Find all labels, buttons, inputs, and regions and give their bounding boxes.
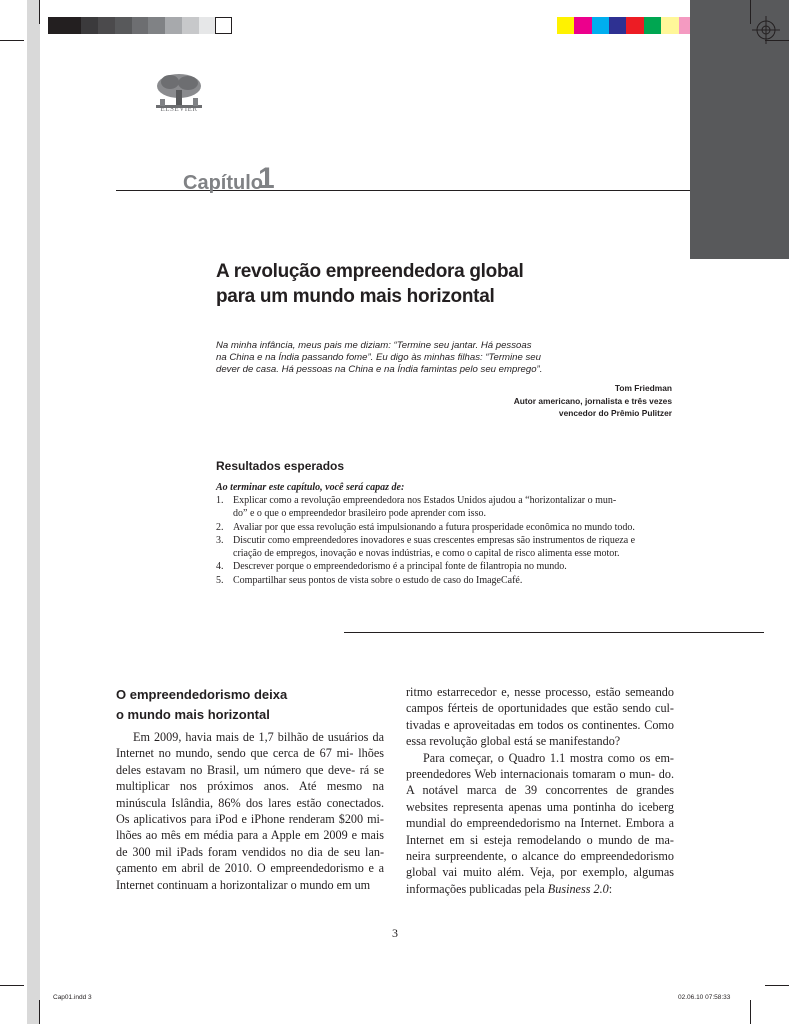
text-line-last <box>406 882 612 896</box>
calibration-swatch <box>661 17 678 34</box>
results-heading: Resultados esperados <box>216 459 345 473</box>
text-line: rá se multiplicar nos próximos anos. Até mesmo na <box>116 762 384 794</box>
calibration-swatch <box>48 17 65 34</box>
footer-filename: Cap01.indd 3 <box>53 994 92 1001</box>
calibration-swatch <box>165 17 182 34</box>
item-number: 1. <box>216 495 224 506</box>
epigraph-quote <box>216 340 596 376</box>
quote-role-line: Autor americano, jornalista e três vezes <box>513 395 672 406</box>
paragraph <box>116 729 384 893</box>
text-line: Internet continuam a horizontalizar o mundo em um <box>116 877 371 892</box>
calibration-swatch <box>148 17 165 34</box>
calibration-swatch <box>182 17 199 34</box>
registration-mark <box>752 16 780 44</box>
calibration-swatch <box>199 17 216 34</box>
left-margin-band <box>27 0 40 1024</box>
logo-wordmark: ELSEVIER <box>160 105 198 113</box>
body-column-right <box>406 684 674 897</box>
calibration-swatch <box>557 17 574 34</box>
calibration-swatch <box>115 17 132 34</box>
chapter-number: 1 <box>258 162 275 195</box>
text-line: ritmo estarrecedor e, nesse processo, estão semeando <box>406 685 674 699</box>
text-line: çamento em abril de 2010. O empreendedorismo e a <box>116 861 384 876</box>
calibration-swatch <box>592 17 609 34</box>
item-line: Descrever porque o empreendedorismo é a principal fonte de filantropia no mundo. <box>233 561 567 573</box>
crop-mark <box>39 1000 40 1024</box>
item-number: 2. <box>216 521 224 533</box>
list-item <box>216 574 676 587</box>
text-line: tivadas e aproveitadas em todos os continentes. Como <box>406 717 674 732</box>
footer-timestamp: 02.06.10 07:58:33 <box>678 994 731 1001</box>
item-line: criação de empregos, inovação e novas indústrias, e como o capital de risco alimenta esse motor. <box>233 548 620 560</box>
crop-mark <box>750 0 751 24</box>
item-number: 3. <box>216 534 224 546</box>
calibration-swatch <box>98 17 115 34</box>
item-line: do” e o que o empreendedor brasileiro pode aprender com isso. <box>233 508 486 520</box>
calibration-swatch <box>626 17 643 34</box>
paragraph <box>406 750 674 898</box>
crop-mark <box>765 985 789 986</box>
item-number: 5. <box>216 574 224 586</box>
section-heading <box>116 685 396 725</box>
calibration-swatch <box>215 17 232 34</box>
text-line: campos férteis de oportunidades que estão sendo cul- <box>406 701 674 716</box>
calibration-swatch <box>81 17 98 34</box>
results-intro: Ao terminar este capítulo, você será capaz de: <box>216 482 405 493</box>
section-heading-line: O empreendedorismo deixa <box>116 687 288 702</box>
chapter-label: Capítulo <box>183 172 263 194</box>
publication-name: Business 2.0 <box>547 881 609 896</box>
item-line: Compartilhar seus pontos de vista sobre o estudo de caso do ImageCafé. <box>233 574 523 586</box>
page-number: 3 <box>392 926 398 940</box>
item-number: 4. <box>216 561 224 573</box>
quote-line: Na minha infância, meus pais me diziam: “Termine seu jantar. Há pessoas <box>216 340 532 351</box>
text-line: global vai muito além. Veja, por exemplo, algumas <box>406 865 674 880</box>
paragraph <box>406 684 674 750</box>
crop-mark <box>750 1000 751 1024</box>
text-line: Os aplicativos para iPod e iPhone renderam $200 mi- <box>116 812 384 827</box>
section-divider <box>344 632 764 633</box>
text-fragment: informações publicadas pela <box>406 881 548 896</box>
text-line: lhões ao mês em média para a Apple em 2009 e mais <box>116 828 384 843</box>
chapter-title-line: para um mundo mais horizontal <box>216 286 495 307</box>
text-line: websites representa apenas uma pontinha do iceberg <box>406 799 674 814</box>
calibration-swatch <box>574 17 591 34</box>
quote-line: na China e na Índia passando fome”. Eu digo às minhas filhas: “Termine seu <box>216 352 541 363</box>
text-line: neira surpreendente, o alcance do empreendedorismo <box>406 849 674 864</box>
text-line: do. A notável marca de 39 concorrentes de grandes <box>406 767 674 798</box>
calibration-swatch <box>609 17 626 34</box>
list-item <box>216 494 676 521</box>
chapter-title <box>216 259 666 309</box>
body-column-left <box>116 729 384 893</box>
text-line: Em 2009, havia mais de 1,7 bilhão de usuários <box>133 730 373 744</box>
quote-attribution <box>430 382 672 420</box>
quote-line: dever de casa. Há pessoas na China e na Índia famintas pelo seu emprego”. <box>216 364 543 375</box>
list-item <box>216 560 676 573</box>
text-line: minúscula Islândia, 86% dos lares estão conectados. <box>116 795 384 810</box>
item-line: Avaliar por que essa revolução está impulsionando a futura prosperidade econômica no mundo todo. <box>233 521 635 533</box>
section-heading-line: o mundo mais horizontal <box>116 707 270 722</box>
quote-author: Tom Friedman <box>614 383 672 393</box>
text-line: de 300 mil iPads foram vendidos no dia de seu lan- <box>116 844 384 859</box>
grayscale-calibration-bar <box>48 17 232 34</box>
text-line: a Internet em si esteja remodelando o mundo de ma- <box>406 816 674 847</box>
item-line: Explicar como a revolução empreendedora nos Estados Unidos ajudou a “horizontalizar o mun- <box>233 495 617 506</box>
list-item <box>216 521 676 534</box>
text-line: preendedores Web internacionais tomaram o mun- <box>406 767 659 782</box>
crop-mark <box>0 985 24 986</box>
chapter-title-line: A revolução empreendedora global <box>216 261 524 282</box>
crop-mark <box>39 0 40 24</box>
crop-mark <box>0 40 24 41</box>
text-line: lhões deles estavam no Brasil, um número que deve- <box>116 746 384 777</box>
calibration-swatch <box>132 17 149 34</box>
text-line: essa revolução global está se manifestando? <box>406 734 621 749</box>
list-item <box>216 534 676 561</box>
results-list <box>216 494 676 587</box>
text-line: mundial do empreendedorismo na Internet. Embora <box>406 816 669 831</box>
text-fragment: : <box>608 881 613 896</box>
text-line: Para começar, o Quadro 1.1 mostra como os em- <box>423 750 674 765</box>
calibration-swatch <box>644 17 661 34</box>
quote-role-line: vencedor do Prêmio Pulitzer <box>558 408 672 418</box>
text-line: da Internet no mundo, sendo que cerca de 67 mi- <box>116 730 384 761</box>
item-line: Discutir como empreendedores inovadores e suas crescentes empresas são instrumentos de riqueza e <box>233 534 636 546</box>
calibration-swatch <box>65 17 82 34</box>
